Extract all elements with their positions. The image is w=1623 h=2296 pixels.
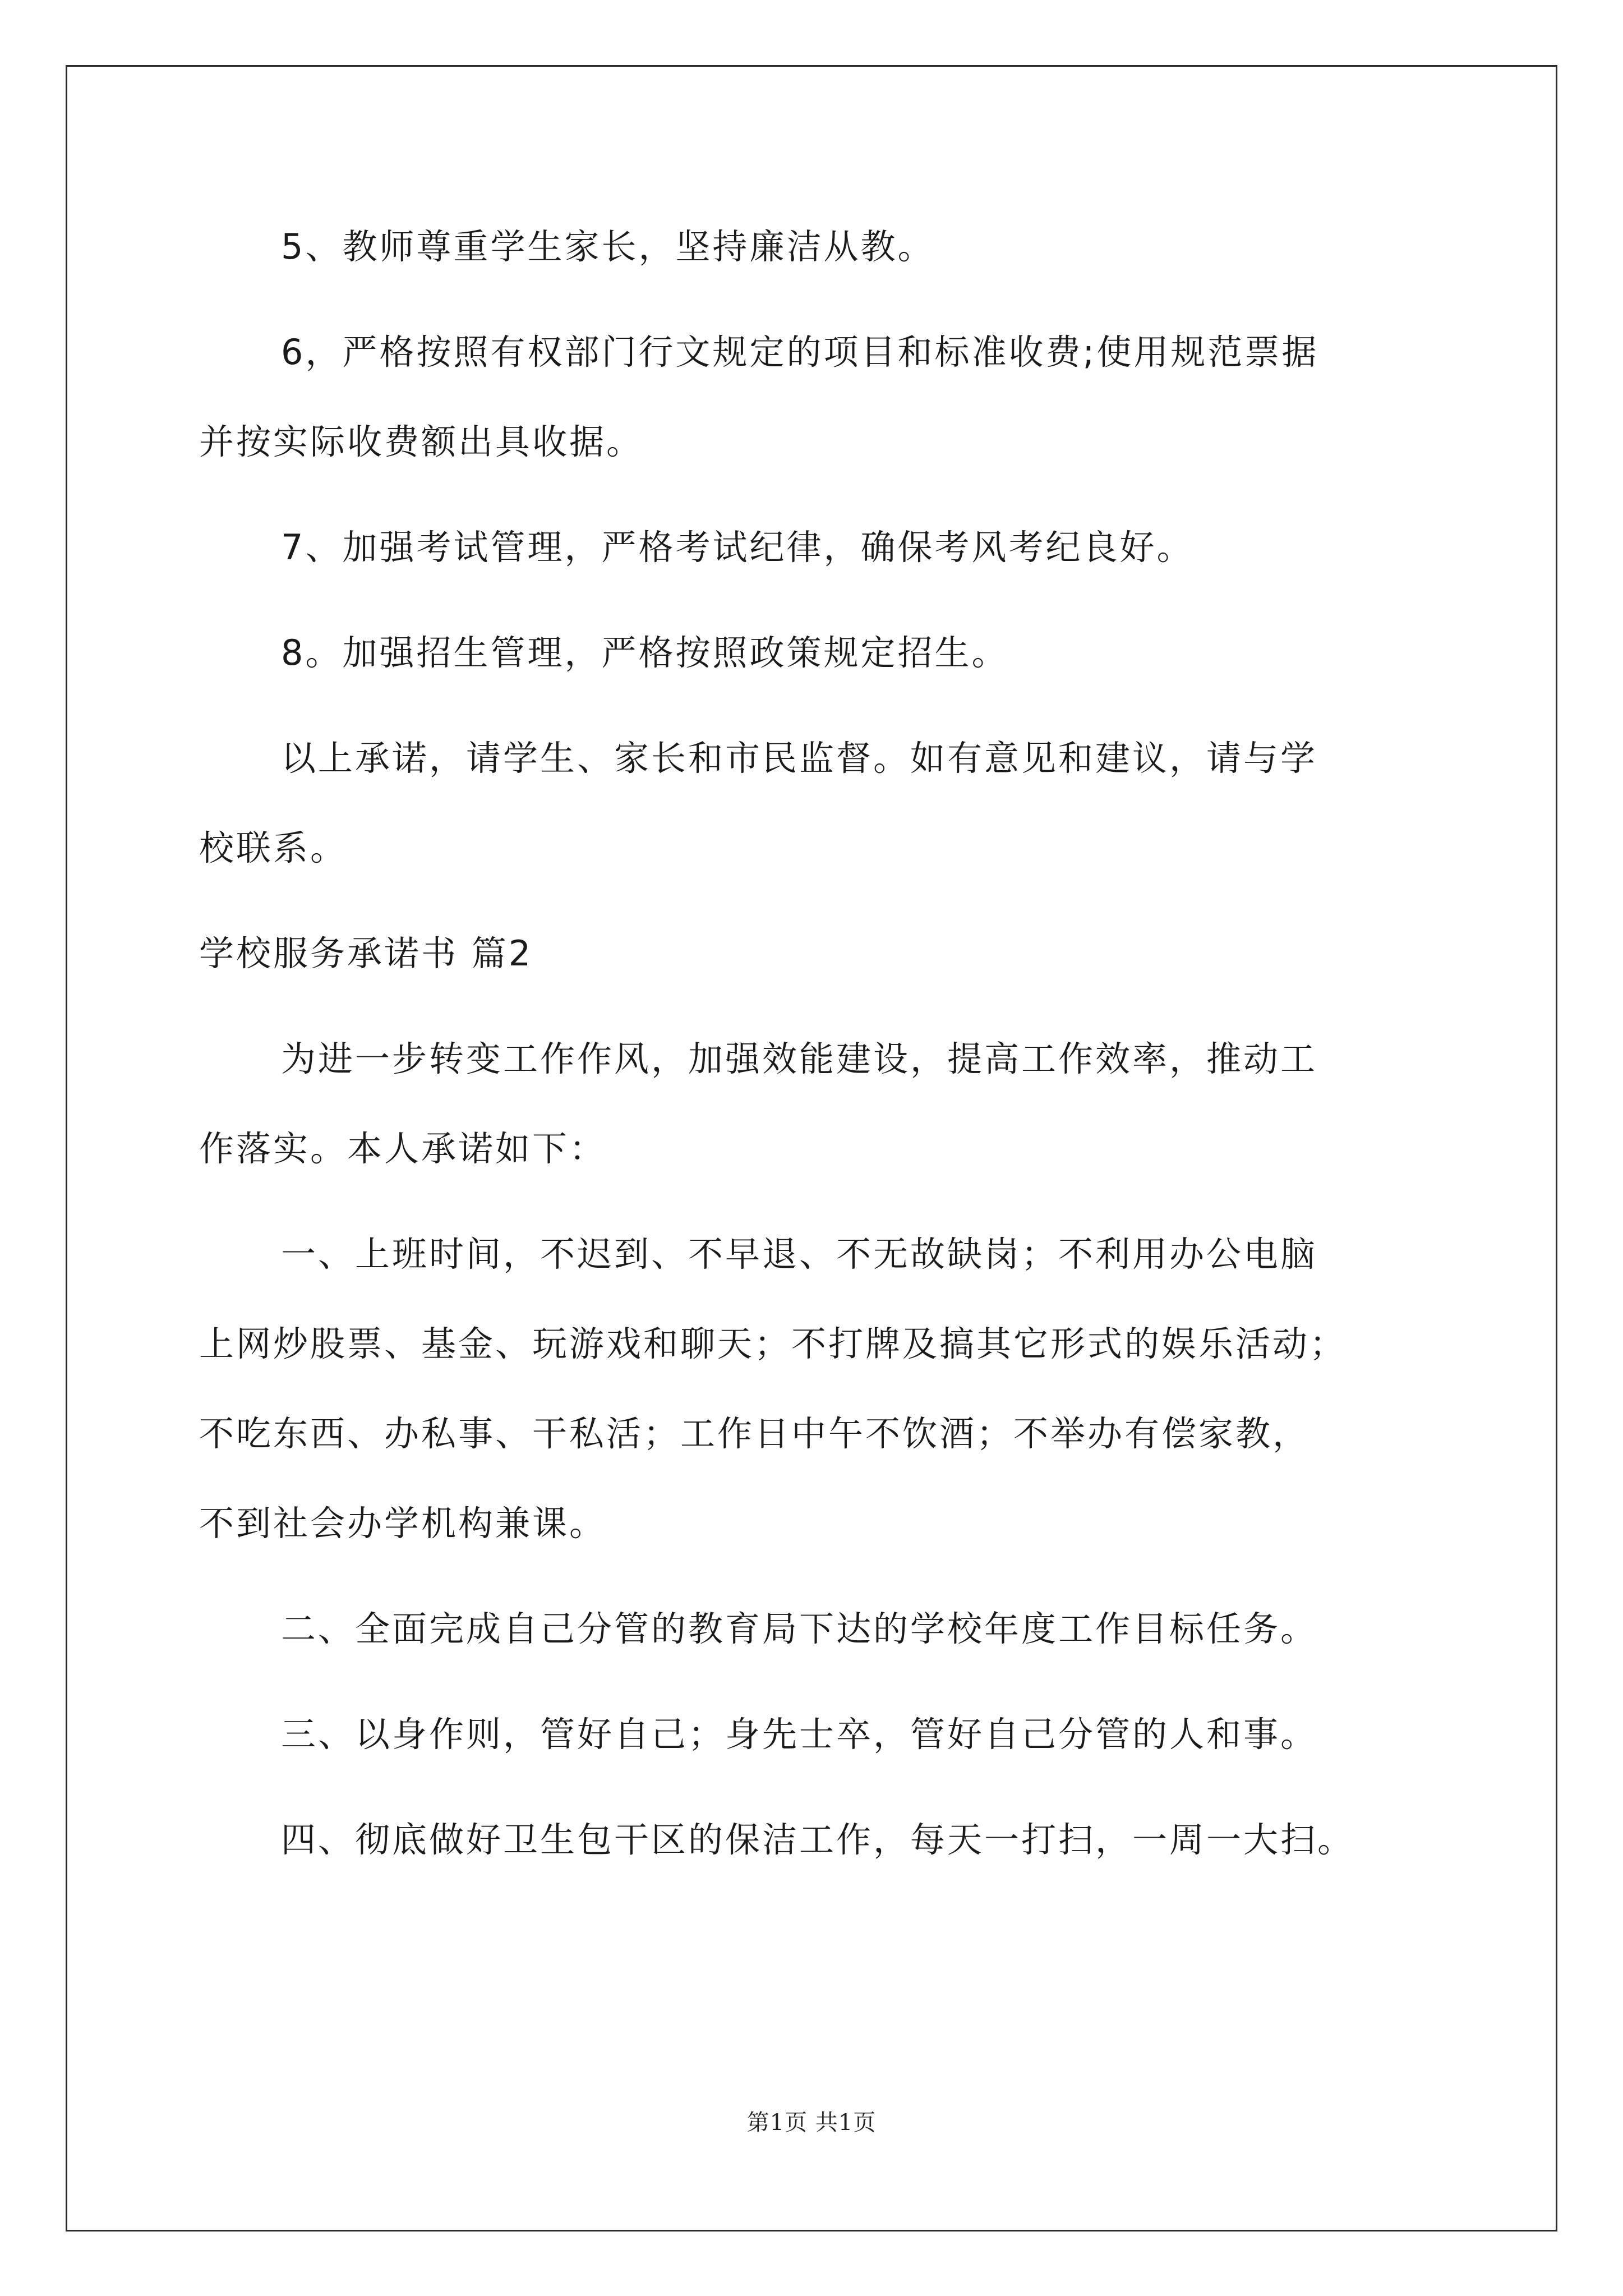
- paragraph-item-three: [199, 1690, 1427, 1779]
- text-line: 6，严格按照有权部门行文规定的项目和标准收费;使用规范票据: [281, 332, 1319, 372]
- paragraph-item-four: [199, 1795, 1427, 1885]
- paragraph-intro: [199, 1014, 1427, 1194]
- text-line: 8。加强招生管理，严格按照政策规定招生。: [281, 632, 1009, 673]
- text-line: 一、上班时间，不迟到、不早退、不无故缺岗；不利用办公电脑: [281, 1234, 1318, 1274]
- paragraph-item-7: [199, 503, 1427, 592]
- section-heading: 学校服务承诺书 篇2: [199, 933, 533, 974]
- text-line: 四、彻底做好卫生包干区的保洁工作，每天一打扫，一周一大扫。: [281, 1819, 1355, 1860]
- paragraph-item-two: [199, 1584, 1427, 1674]
- text-line: 作落实。本人承诺如下：: [199, 1128, 607, 1169]
- text-line: 二、全面完成自己分管的教育局下达的学校年度工作目标任务。: [281, 1608, 1318, 1649]
- text-line: 上网炒股票、基金、玩游戏和聊天；不打牌及搞其它形式的娱乐活动；: [199, 1323, 1347, 1364]
- text-line: 5、教师尊重学生家长，坚持廉洁从教。: [281, 226, 935, 267]
- text-line: 以上承诺，请学生、家长和市民监督。如有意见和建议，请与学: [281, 738, 1318, 779]
- paragraph-closing: [199, 714, 1427, 893]
- text-line: 校联系。: [199, 827, 348, 868]
- paragraph-item-6: [199, 307, 1427, 487]
- paragraph-item-8: [199, 608, 1427, 698]
- text-line: 7、加强考试管理，严格考试纪律，确保考风考纪良好。: [281, 527, 1194, 568]
- document-body: [199, 202, 1427, 1901]
- text-line: 并按实际收费额出具收据。: [199, 421, 644, 462]
- page-number-footer: 第1页 共1页: [746, 2110, 877, 2136]
- text-line: 不到社会办学机构兼课。: [199, 1503, 607, 1544]
- paragraph-item-one: [199, 1209, 1427, 1568]
- text-line: 三、以身作则，管好自己；身先士卒，管好自己分管的人和事。: [281, 1714, 1318, 1755]
- text-line: 不吃东西、办私事、干私活；工作日中午不饮酒；不举办有偿家教，: [199, 1413, 1310, 1454]
- paragraph-item-5: [199, 202, 1427, 292]
- text-line: 为进一步转变工作作风，加强效能建设，提高工作效率，推动工: [281, 1038, 1318, 1079]
